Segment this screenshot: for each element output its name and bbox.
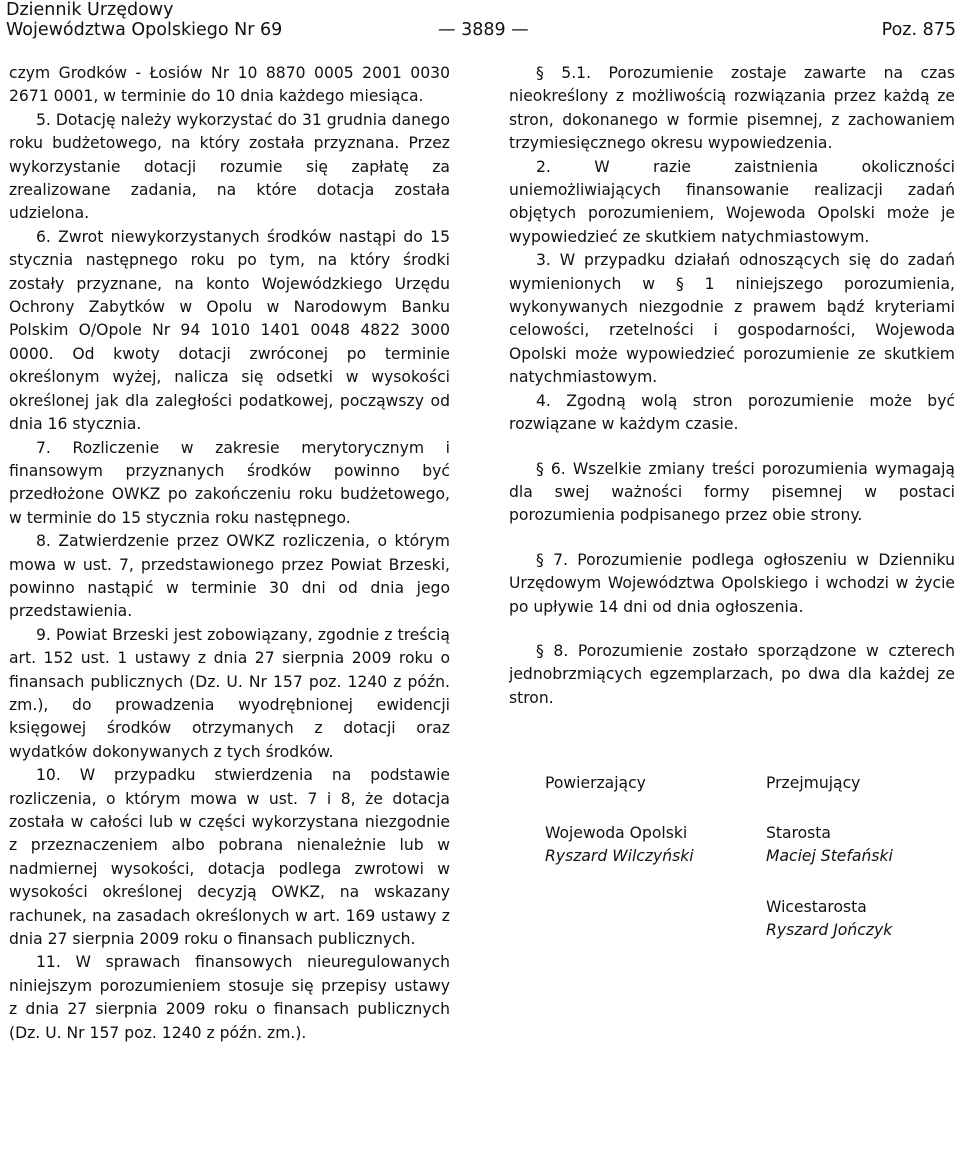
signature-title: Wicestarosta — [766, 897, 867, 916]
signature-accepting — [766, 772, 893, 943]
paragraph-8: 8. Zatwierdzenie przez OWKZ rozliczenia, o którym mowa w ust. 7, przedstawionego przez Powiat Brzeski, powinno nastąpić w terminie 30 dni od dnia jego przedstawienia. — [9, 532, 450, 621]
paragraph-11: 11. W sprawach finansowych nieuregulowanych niniejszym porozumieniem stosuje się przepisy ustawy z dnia 27 sierpnia 2009 roku o finansach publicznych (Dz. U. Nr 157 poz. 1240 z późn. zm.). — [9, 953, 450, 1042]
paragraph-10: 10. W przypadku stwierdzenia na podstawie rozliczenia, o którym mowa w ust. 7 i 8, że dotacja została w całości lub w części wykorzystana niezgodnie z przeznaczeniem albo pobrana nienależnie lub w nadmiernej wysokości, dotacja podlega zwrotowi w wysokości określonej decyzją OWKZ, na wskazany rachunek, na zasadach określonych w art. 169 ustawy z dnia 27 sierpnia 2009 roku o finansach publicznych. — [9, 766, 450, 949]
publication-name: Województwa Opolskiego Nr 69 — [6, 20, 283, 40]
right-column — [509, 62, 955, 710]
signature-name: Ryszard Jończyk — [766, 921, 893, 940]
left-column — [9, 62, 450, 1045]
paragraph-5: 5. Dotację należy wykorzystać do 31 grudnia danego roku budżetowego, na który została przyznana. Przez wykorzystanie dotacji rozumie się zapłatę za zrealizowane zadania, na które dotacja została udzielona. — [9, 110, 450, 223]
signature-name: Ryszard Wilczyński — [545, 847, 694, 866]
signature-label: Powierzający — [545, 774, 646, 792]
signature-label: Przejmujący — [766, 774, 861, 792]
journal-title: Dziennik Urzędowy — [6, 0, 174, 20]
section-8: § 8. Porozumienie zostało sporządzone w czterech jednobrzmiących egzemplarzach, po dwa dla każdej ze stron. — [509, 641, 955, 707]
signature-title: Starosta — [766, 824, 831, 842]
section-5-paragraph-3: 3. W przypadku działań odnoszących się do zadań wymienionych w § 1 niniejszego porozumienia, wykonywanych niezgodnie z prawem bądź kryteriami celowości, rzetelności i gospodarności, Wojewoda Opolski może wypowiedzieć porozumienie ze skutkiem natychmiastowym. — [509, 251, 955, 387]
section-6: § 6. Wszelkie zmiany treści porozumienia wymagają dla swej ważności formy pisemnej w postaci porozumienia podpisanego przez obie strony. — [509, 459, 955, 525]
header-line — [6, 20, 956, 42]
paragraph-continuation: czym Grodków - Łosiów Nr 10 8870 0005 2001 0030 2671 0001, w terminie do 10 dnia każdego miesiąca. — [9, 64, 450, 106]
paragraph-7: 7. Rozliczenie w zakresie merytorycznym i finansowym przyznanych środków powinno być przedłożone OWKZ po zakończeniu roku budżetowego, w terminie do 15 stycznia roku następnego. — [9, 438, 450, 527]
position-number: Poz. 875 — [881, 20, 956, 40]
paragraph-9: 9. Powiat Brzeski jest zobowiązany, zgodnie z treścią art. 152 ust. 1 ustawy z dnia 27 sierpnia 2009 roku o finansach publicznych (Dz. U. Nr 157 poz. 1240 z późn. zm.), do prowadzenia wyodrębnionej ewidencji księgowej środków otrzymanych z dotacji oraz wydatków dokonywanych z tych środków. — [9, 625, 450, 761]
section-7: § 7. Porozumienie podlega ogłoszeniu w Dzienniku Urzędowym Województwa Opolskiego i wchodzi w życie po upływie 14 dni od dnia ogłoszenia. — [509, 550, 955, 616]
signature-entrusting — [545, 772, 694, 869]
section-5-paragraph-2: 2. W razie zaistnienia okoliczności uniemożliwiających finansowanie realizacji zadań objętych porozumieniem, Wojewoda Opolski może je wypowiedzieć ze skutkiem natychmiastowym. — [509, 157, 955, 246]
section-5-paragraph-1: § 5.1. Porozumienie zostaje zawarte na czas nieokreślony z możliwością rozwiązania przez każdą ze stron, dokonanego w formie pisemnej, z zachowaniem trzymiesięcznego okresu wypowiedzenia. — [509, 64, 955, 153]
page-header — [6, 0, 956, 44]
page-number: — 3889 — — [438, 20, 529, 40]
paragraph-6: 6. Zwrot niewykorzystanych środków nastąpi do 15 stycznia następnego roku po tym, na który środki zostały przyznane, na konto Wojewódzkiego Urzędu Ochrony Zabytków w Opolu w Narodowym Banku Polskim O/Opole Nr 94 1010 1401 0048 4822 3000 0000. Od kwoty dotacji zwróconej po terminie określonym wyżej, nalicza się odsetki w wysokości określonej jak dla zaległości podatkowej, począwszy od dnia 16 stycznia. — [9, 227, 450, 434]
signature-title: Wojewoda Opolski — [545, 824, 688, 842]
signature-name: Maciej Stefański — [766, 847, 893, 866]
section-5-paragraph-4: 4. Zgodną wolą stron porozumienie może być rozwiązane w każdym czasie. — [509, 391, 955, 434]
